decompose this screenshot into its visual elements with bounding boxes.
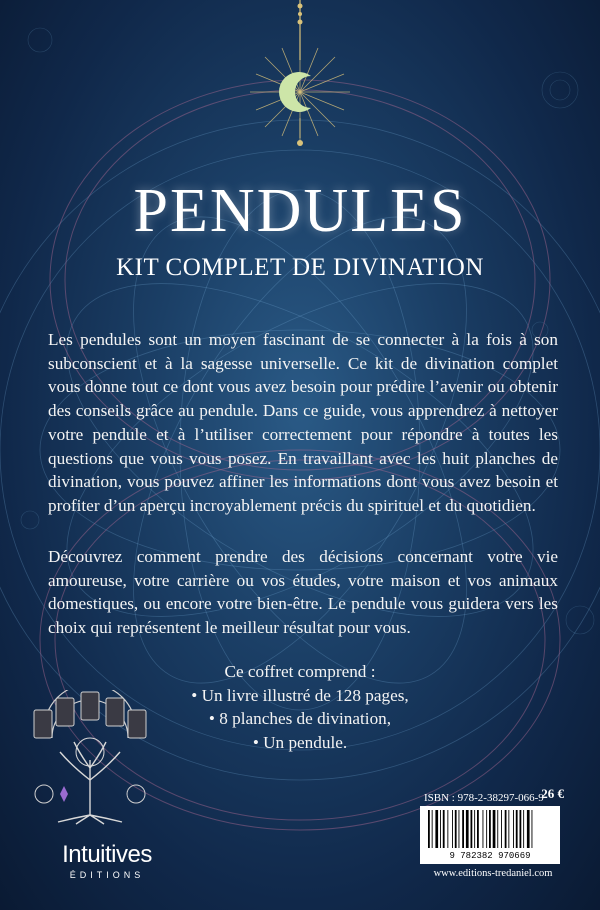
- barcode-bar: [493, 810, 496, 848]
- barcode-bar: [505, 810, 507, 848]
- barcode-bar: [455, 810, 457, 848]
- barcode-box: [420, 806, 560, 864]
- barcode-bar: [466, 810, 469, 848]
- barcode-bar: [513, 810, 514, 848]
- publisher-name: Intuitives: [62, 841, 152, 868]
- barcode-bar: [432, 810, 433, 848]
- barcode-bar: [428, 810, 430, 848]
- barcode-digits: 9 782382 970669: [449, 851, 531, 860]
- barcode-bar: [520, 810, 522, 848]
- barcode-bar: [501, 810, 502, 848]
- barcode-bar: [486, 810, 487, 848]
- barcode-bar: [440, 810, 441, 848]
- publisher-logo: [48, 842, 166, 880]
- barcode-bar: [523, 810, 524, 848]
- barcode-bar: [435, 810, 438, 848]
- book-subtitle: KIT COMPLET DE DIVINATION: [116, 254, 484, 281]
- barcode-bar: [474, 810, 475, 848]
- barcode-bar: [508, 810, 509, 848]
- tree-of-life-illustration: [24, 690, 156, 825]
- barcode-bar: [471, 810, 473, 848]
- barcode: [424, 808, 556, 860]
- barcode-bar: [452, 810, 453, 848]
- barcode-bar: [443, 810, 445, 848]
- barcode-bar: [489, 810, 491, 848]
- barcode-bar: [532, 810, 533, 848]
- barcode-bar: [497, 810, 498, 848]
- barcode-bar: [447, 810, 448, 848]
- price-label: 26 €: [541, 786, 564, 801]
- crescent-moon-pendant: [0, 0, 600, 150]
- barcode-bar: [516, 810, 518, 848]
- barcode-bar: [459, 810, 460, 848]
- description-paragraph-1: Les pendules sont un moyen fascinant de se connecter à la fois à son subconscient et à la sagesse universelle. Ce kit de divination complet vous donne tout ce dont vous avez besoin pour prédire l’avenir ou obtenir des conseils grâce au pendule. Dans ce guide, vous apprendrez à nettoyer votre pendule et à l’utiliser correctement pour répondre à toutes les questions que vous vous posez. En travaillant avec les huit planches de divination, vous pouvez affiner les informations dont vous avez besoin et profiter d’un aperçu incroyablement précis du spirituel et du quotidien.: [48, 330, 558, 515]
- box-contents-title: Ce coffret comprend :: [224, 662, 376, 681]
- isbn-label: ISBN : 978-2-38297-066-9: [424, 792, 544, 804]
- box-contents-item: • Un pendule.: [252, 732, 348, 752]
- barcode-bar: [527, 810, 530, 848]
- publisher-subname: ÉDITIONS: [69, 870, 145, 880]
- box-contents-item: • 8 planches de divination,: [208, 709, 392, 728]
- box-contents-item: • Un livre illustré de 128 pages,: [191, 685, 409, 705]
- barcode-bar: [462, 810, 464, 848]
- barcode-bar: [477, 810, 479, 848]
- barcode-bar: [483, 810, 484, 848]
- publisher-website: www.editions-tredaniel.com: [433, 868, 553, 879]
- book-title: PENDULES: [133, 177, 467, 245]
- description-paragraph-2: Découvrez comment prendre des décisions concernant votre vie amoureuse, votre carrière ou vos études, votre maison et vos animaux domestiques, ou encore votre bien-être. Le pendule vous guidera vers les choix qui représentent le meilleur résultat pour vous.: [48, 547, 558, 638]
- isbn-price-row: [424, 788, 564, 806]
